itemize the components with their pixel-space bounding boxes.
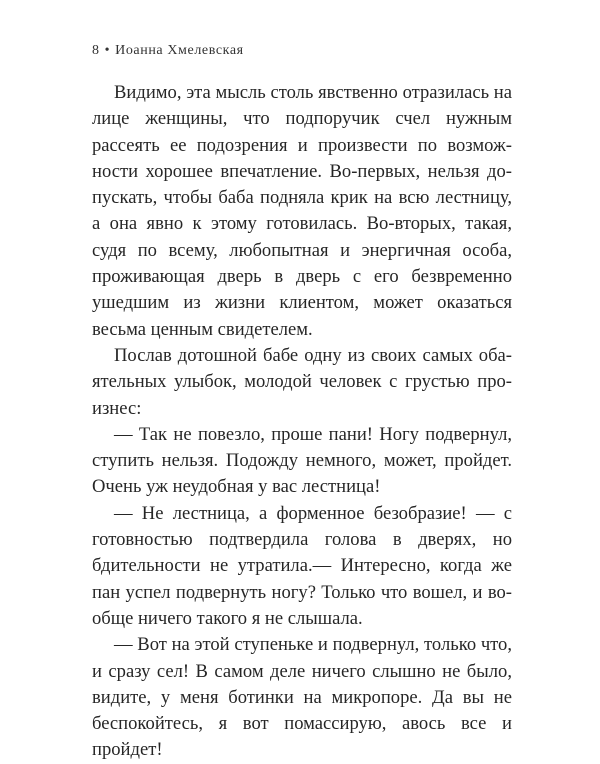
author-name: Иоанна Хмелевская [115,43,244,58]
running-header [92,42,512,60]
paragraph-3: — Так не повезло, проше пани! Ногу подвернул, ступить нельзя. Подожду немного, может, пройдет. Очень уж неудобная у вас лестница! [92,423,512,498]
page-number: 8 [92,43,100,58]
paragraph-1: Видимо, эта мысль столь явственно отразилась на лице женщины, что подпоручик счел нужным рассеять ее подозрения и произвести по возможности хорошее впечатление. Во-первых, нельзя допускать, чтобы баба подняла крик на всю лестницу, а она явно к этому готовилась. Во-вторых, такая, судя по всему, любопытная и энергичная особа, проживающая дверь в дверь с его безвременно ушедшим из жизни клиентом, может оказаться весьма ценным свидетелем. [92,82,512,340]
paragraph-5: — Вот на этой ступеньке и подвернул, только что, и сразу сел! В самом деле ничего слышно не было, видите, у меня ботинки на микропоре. Да вы не беспокойтесь, я вот помассирую, авось все и пройдет! [92,634,512,761]
body-text [92,80,512,764]
book-page [92,42,512,764]
header-separator: • [104,43,111,58]
paragraph-2: Послав дотошной бабе одну из своих самых обаятельных улыбок, молодой человек с грустью произнес: [92,344,512,419]
paragraph-4: — Не лестница, а форменное безобразие! — с готовностью подтвердила голова в дверях, но бдительности не утратила.— Интересно, когда же пан успел подвернуть ногу? Только что вошел, и вообще ничего такого я не слышала. [92,502,512,629]
